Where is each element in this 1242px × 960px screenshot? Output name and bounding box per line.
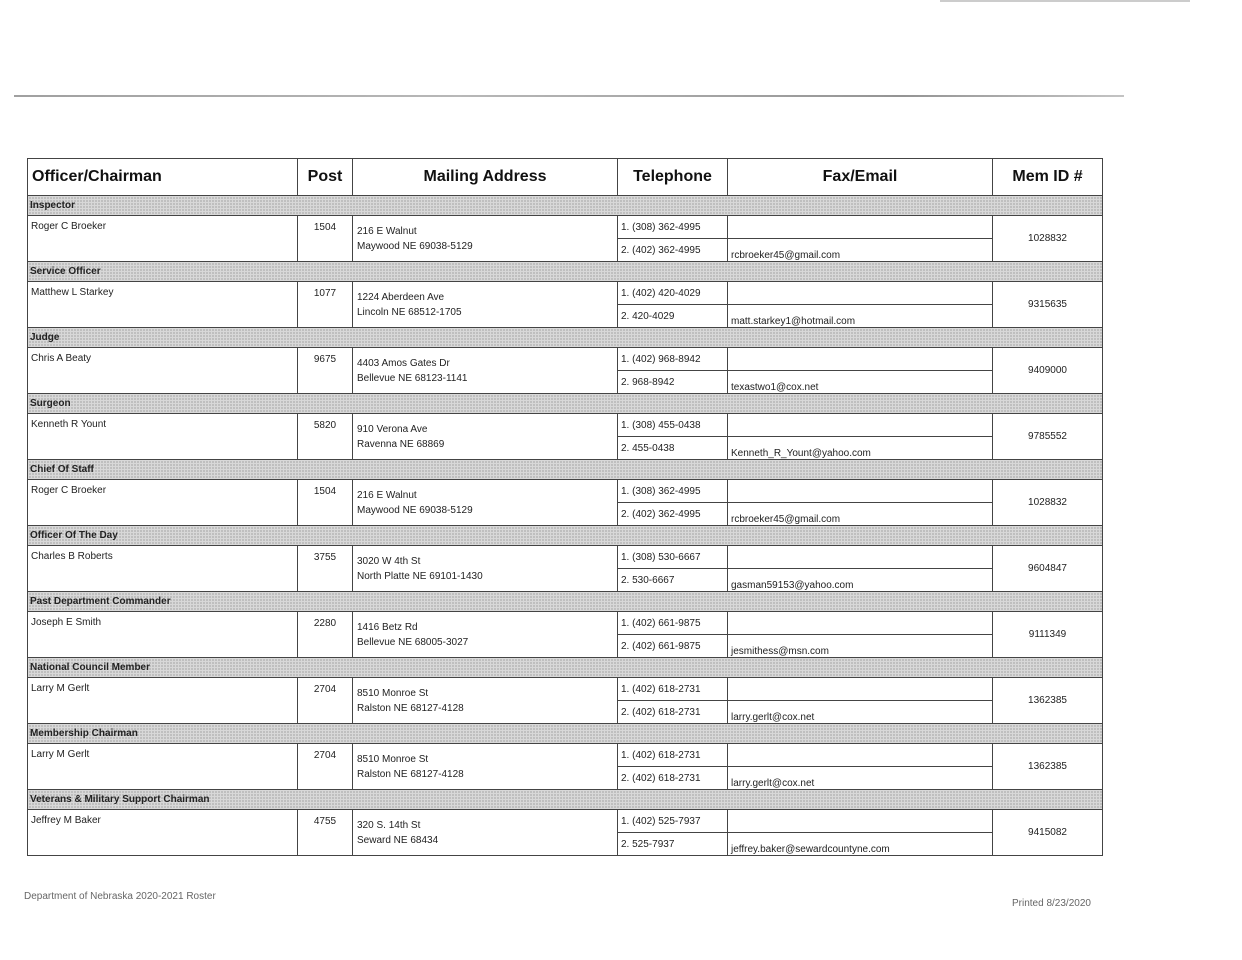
mailing-address [353, 348, 618, 394]
mailing-address [353, 612, 618, 658]
section-header [28, 262, 1103, 282]
address-street: 320 S. 14th St [357, 819, 421, 831]
fax-number [728, 282, 993, 305]
mailing-address [353, 678, 618, 724]
telephone-1: 1. (402) 618-2731 [618, 678, 728, 701]
officer-name: Matthew L Starkey [28, 282, 298, 328]
officer-name: Roger C Broeker [28, 480, 298, 526]
mailing-address [353, 216, 618, 262]
table-row [28, 546, 1103, 569]
address-city: North Platte NE 69101-1430 [357, 570, 483, 582]
header-mem-id: Mem ID # [993, 159, 1103, 196]
member-id: 9415082 [993, 810, 1103, 856]
section-header [28, 592, 1103, 612]
address-city: Ravenna NE 68869 [357, 438, 445, 450]
email-address[interactable]: texastwo1@cox.net [728, 371, 993, 394]
post-number: 2704 [298, 678, 353, 724]
header-fax-email: Fax/Email [728, 159, 993, 196]
member-id: 1362385 [993, 744, 1103, 790]
fax-number [728, 348, 993, 371]
post-number: 2280 [298, 612, 353, 658]
mailing-address [353, 282, 618, 328]
post-number: 2704 [298, 744, 353, 790]
telephone-1: 1. (402) 968-8942 [618, 348, 728, 371]
printed-date: Printed 8/23/2020 [1012, 898, 1091, 909]
roster-body [28, 196, 1103, 856]
address-street: 216 E Walnut [357, 225, 417, 237]
header-address: Mailing Address [353, 159, 618, 196]
member-id: 1028832 [993, 480, 1103, 526]
section-title: Judge [28, 328, 1103, 348]
mailing-address [353, 810, 618, 856]
telephone-2: 2. 455-0438 [618, 437, 728, 460]
table-row [28, 282, 1103, 305]
address-city: Bellevue NE 68005-3027 [357, 636, 469, 648]
section-header [28, 328, 1103, 348]
address-city: Ralston NE 68127-4128 [357, 702, 464, 714]
member-id: 1028832 [993, 216, 1103, 262]
mailing-address [353, 480, 618, 526]
fax-number [728, 414, 993, 437]
section-title: Membership Chairman [28, 724, 1103, 744]
header-telephone: Telephone [618, 159, 728, 196]
header-post: Post [298, 159, 353, 196]
member-id: 9785552 [993, 414, 1103, 460]
telephone-2: 2. (402) 618-2731 [618, 767, 728, 790]
fax-number [728, 810, 993, 833]
officer-name: Roger C Broeker [28, 216, 298, 262]
fax-number [728, 612, 993, 635]
section-header [28, 658, 1103, 678]
scan-artifact-line [14, 95, 1124, 97]
mailing-address [353, 546, 618, 592]
telephone-2: 2. (402) 618-2731 [618, 701, 728, 724]
mailing-address [353, 414, 618, 460]
member-id: 9111349 [993, 612, 1103, 658]
table-row [28, 810, 1103, 833]
fax-number [728, 480, 993, 503]
telephone-1: 1. (308) 530-6667 [618, 546, 728, 569]
telephone-1: 1. (402) 525-7937 [618, 810, 728, 833]
email-address[interactable]: rcbroeker45@gmail.com [728, 503, 993, 526]
address-street: 4403 Amos Gates Dr [357, 357, 450, 369]
address-street: 1224 Aberdeen Ave [357, 291, 445, 303]
roster-table [27, 158, 1103, 856]
email-address[interactable]: jeffrey.baker@sewardcountyne.com [728, 833, 993, 856]
officer-name: Larry M Gerlt [28, 744, 298, 790]
telephone-1: 1. (308) 362-4995 [618, 216, 728, 239]
address-city: Maywood NE 69038-5129 [357, 504, 473, 516]
post-number: 9675 [298, 348, 353, 394]
member-id: 9409000 [993, 348, 1103, 394]
fax-number [728, 678, 993, 701]
table-row [28, 414, 1103, 437]
roster-footer-title: Department of Nebraska 2020-2021 Roster [24, 891, 216, 902]
email-address[interactable]: matt.starkey1@hotmail.com [728, 305, 993, 328]
address-street: 8510 Monroe St [357, 753, 429, 765]
address-street: 910 Verona Ave [357, 423, 428, 435]
mailing-address [353, 744, 618, 790]
section-header [28, 790, 1103, 810]
fax-number [728, 216, 993, 239]
section-title: Chief Of Staff [28, 460, 1103, 480]
address-street: 8510 Monroe St [357, 687, 429, 699]
telephone-1: 1. (402) 618-2731 [618, 744, 728, 767]
scan-artifact-top [940, 0, 1190, 2]
email-address[interactable]: Kenneth_R_Yount@yahoo.com [728, 437, 993, 460]
telephone-2: 2. (402) 362-4995 [618, 239, 728, 262]
telephone-2: 2. (402) 362-4995 [618, 503, 728, 526]
address-city: Lincoln NE 68512-1705 [357, 306, 462, 318]
post-number: 5820 [298, 414, 353, 460]
address-city: Seward NE 68434 [357, 834, 439, 846]
officer-name: Joseph E Smith [28, 612, 298, 658]
section-header [28, 724, 1103, 744]
section-header [28, 394, 1103, 414]
address-city: Maywood NE 69038-5129 [357, 240, 473, 252]
table-row [28, 216, 1103, 239]
header-row [28, 159, 1103, 196]
fax-number [728, 744, 993, 767]
table-row [28, 678, 1103, 701]
address-street: 1416 Betz Rd [357, 621, 418, 633]
section-title: Service Officer [28, 262, 1103, 282]
address-city: Ralston NE 68127-4128 [357, 768, 464, 780]
table-row [28, 744, 1103, 767]
section-title: Inspector [28, 196, 1103, 216]
member-id: 9604847 [993, 546, 1103, 592]
table-row [28, 348, 1103, 371]
section-title: Veterans & Military Support Chairman [28, 790, 1103, 810]
section-title: Past Department Commander [28, 592, 1103, 612]
officer-name: Larry M Gerlt [28, 678, 298, 724]
table-row [28, 480, 1103, 503]
officer-name: Jeffrey M Baker [28, 810, 298, 856]
member-id: 1362385 [993, 678, 1103, 724]
email-address[interactable]: gasman59153@yahoo.com [728, 569, 993, 592]
telephone-1: 1. (402) 661-9875 [618, 612, 728, 635]
post-number: 1077 [298, 282, 353, 328]
telephone-1: 1. (308) 362-4995 [618, 480, 728, 503]
officer-name: Chris A Beaty [28, 348, 298, 394]
section-title: Officer Of The Day [28, 526, 1103, 546]
post-number: 1504 [298, 216, 353, 262]
email-address[interactable]: jesmithess@msn.com [728, 635, 993, 658]
post-number: 4755 [298, 810, 353, 856]
telephone-2: 2. 525-7937 [618, 833, 728, 856]
section-title: Surgeon [28, 394, 1103, 414]
section-title: National Council Member [28, 658, 1103, 678]
telephone-1: 1. (308) 455-0438 [618, 414, 728, 437]
section-header [28, 460, 1103, 480]
post-number: 1504 [298, 480, 353, 526]
telephone-2: 2. 968-8942 [618, 371, 728, 394]
table-row [28, 612, 1103, 635]
address-street: 216 E Walnut [357, 489, 417, 501]
telephone-2: 2. 530-6667 [618, 569, 728, 592]
email-address[interactable]: rcbroeker45@gmail.com [728, 239, 993, 262]
email-address[interactable]: larry.gerlt@cox.net [728, 701, 993, 724]
fax-number [728, 546, 993, 569]
telephone-1: 1. (402) 420-4029 [618, 282, 728, 305]
section-header [28, 196, 1103, 216]
telephone-2: 2. 420-4029 [618, 305, 728, 328]
email-address[interactable]: larry.gerlt@cox.net [728, 767, 993, 790]
telephone-2: 2. (402) 661-9875 [618, 635, 728, 658]
header-officer: Officer/Chairman [28, 159, 298, 196]
member-id: 9315635 [993, 282, 1103, 328]
section-header [28, 526, 1103, 546]
address-city: Bellevue NE 68123-1141 [357, 372, 468, 384]
address-street: 3020 W 4th St [357, 555, 421, 567]
officer-name: Kenneth R Yount [28, 414, 298, 460]
officer-name: Charles B Roberts [28, 546, 298, 592]
post-number: 3755 [298, 546, 353, 592]
